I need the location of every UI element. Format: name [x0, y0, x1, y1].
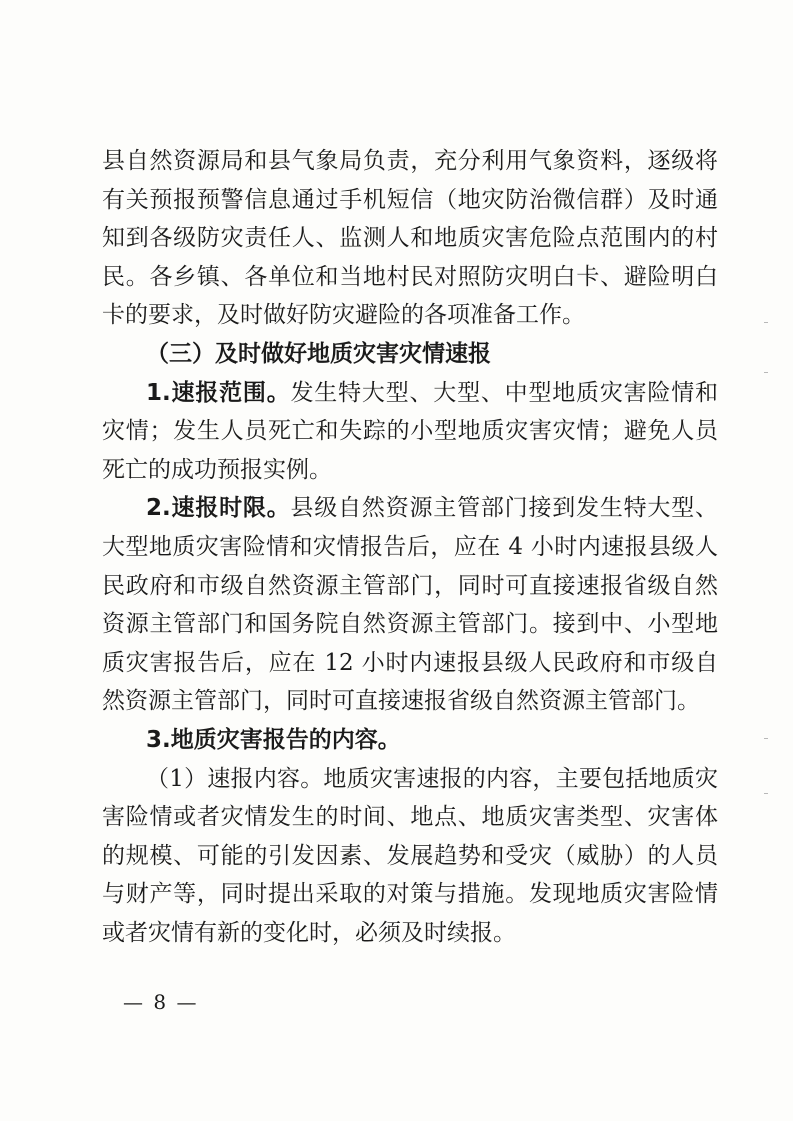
item-lead-scope: 1.速报范围。 — [146, 379, 291, 406]
item-text-timelimit: 县级自然资源主管部门接到发生特大型、大型地质灾害险情和灾情报告后，应在 4 小时内速报县级人民政府和市级自然资源主管部门，同时可直接速报省级自然资源主管部门和国务院自然资源主管部门。接到中、小型地质灾害报告后，应在 12 小时内速报县级人民政府和市级自然资源主管部门，同时可直接速报省级自然资源主管部门。 — [102, 495, 719, 715]
margin-mark — [764, 793, 768, 794]
section-heading: （三）及时做好地质灾害灾情速报 — [146, 340, 491, 367]
body-text — [102, 142, 718, 952]
item-lead-timelimit: 2.速报时限。 — [146, 495, 291, 522]
paragraph-report-content-detail: （1）速报内容。地质灾害速报的内容，主要包括地质灾害险情或者灾情发生的时间、地点、地质灾害类型、灾害体的规模、可能的引发因素、发展趋势和受灾（威胁）的人员与财产等，同时提出采取的对策与措施。发现地质灾害险情或者灾情有新的变化时，必须及时续报。 — [102, 765, 718, 946]
margin-mark — [764, 322, 768, 323]
item-text-scope: 发生特大型、大型、中型地质灾害险情和灾情；发生人员死亡和失踪的小型地质灾害灾情；避免人员死亡的成功预报实例。 — [102, 379, 719, 483]
paragraph-warning-notice: 县自然资源局和县气象局负责，充分利用气象资料，逐级将有关预报预警信息通过手机短信（地灾防治微信群）及时通知到各级防灾责任人、监测人和地质灾害危险点范围内的村民。各乡镇、各单位和当地村民对照防灾明白卡、避险明白卡的要求，及时做好防灾避险的各项准备工作。 — [102, 148, 718, 329]
page-number: — 8 — — [123, 990, 199, 1014]
paragraph-report-timelimit — [102, 489, 718, 721]
paragraph-report-scope — [102, 374, 718, 490]
paragraph-report-content-heading: 3.地质灾害报告的内容。 — [146, 726, 401, 753]
margin-mark — [764, 738, 768, 739]
margin-mark — [764, 372, 768, 373]
